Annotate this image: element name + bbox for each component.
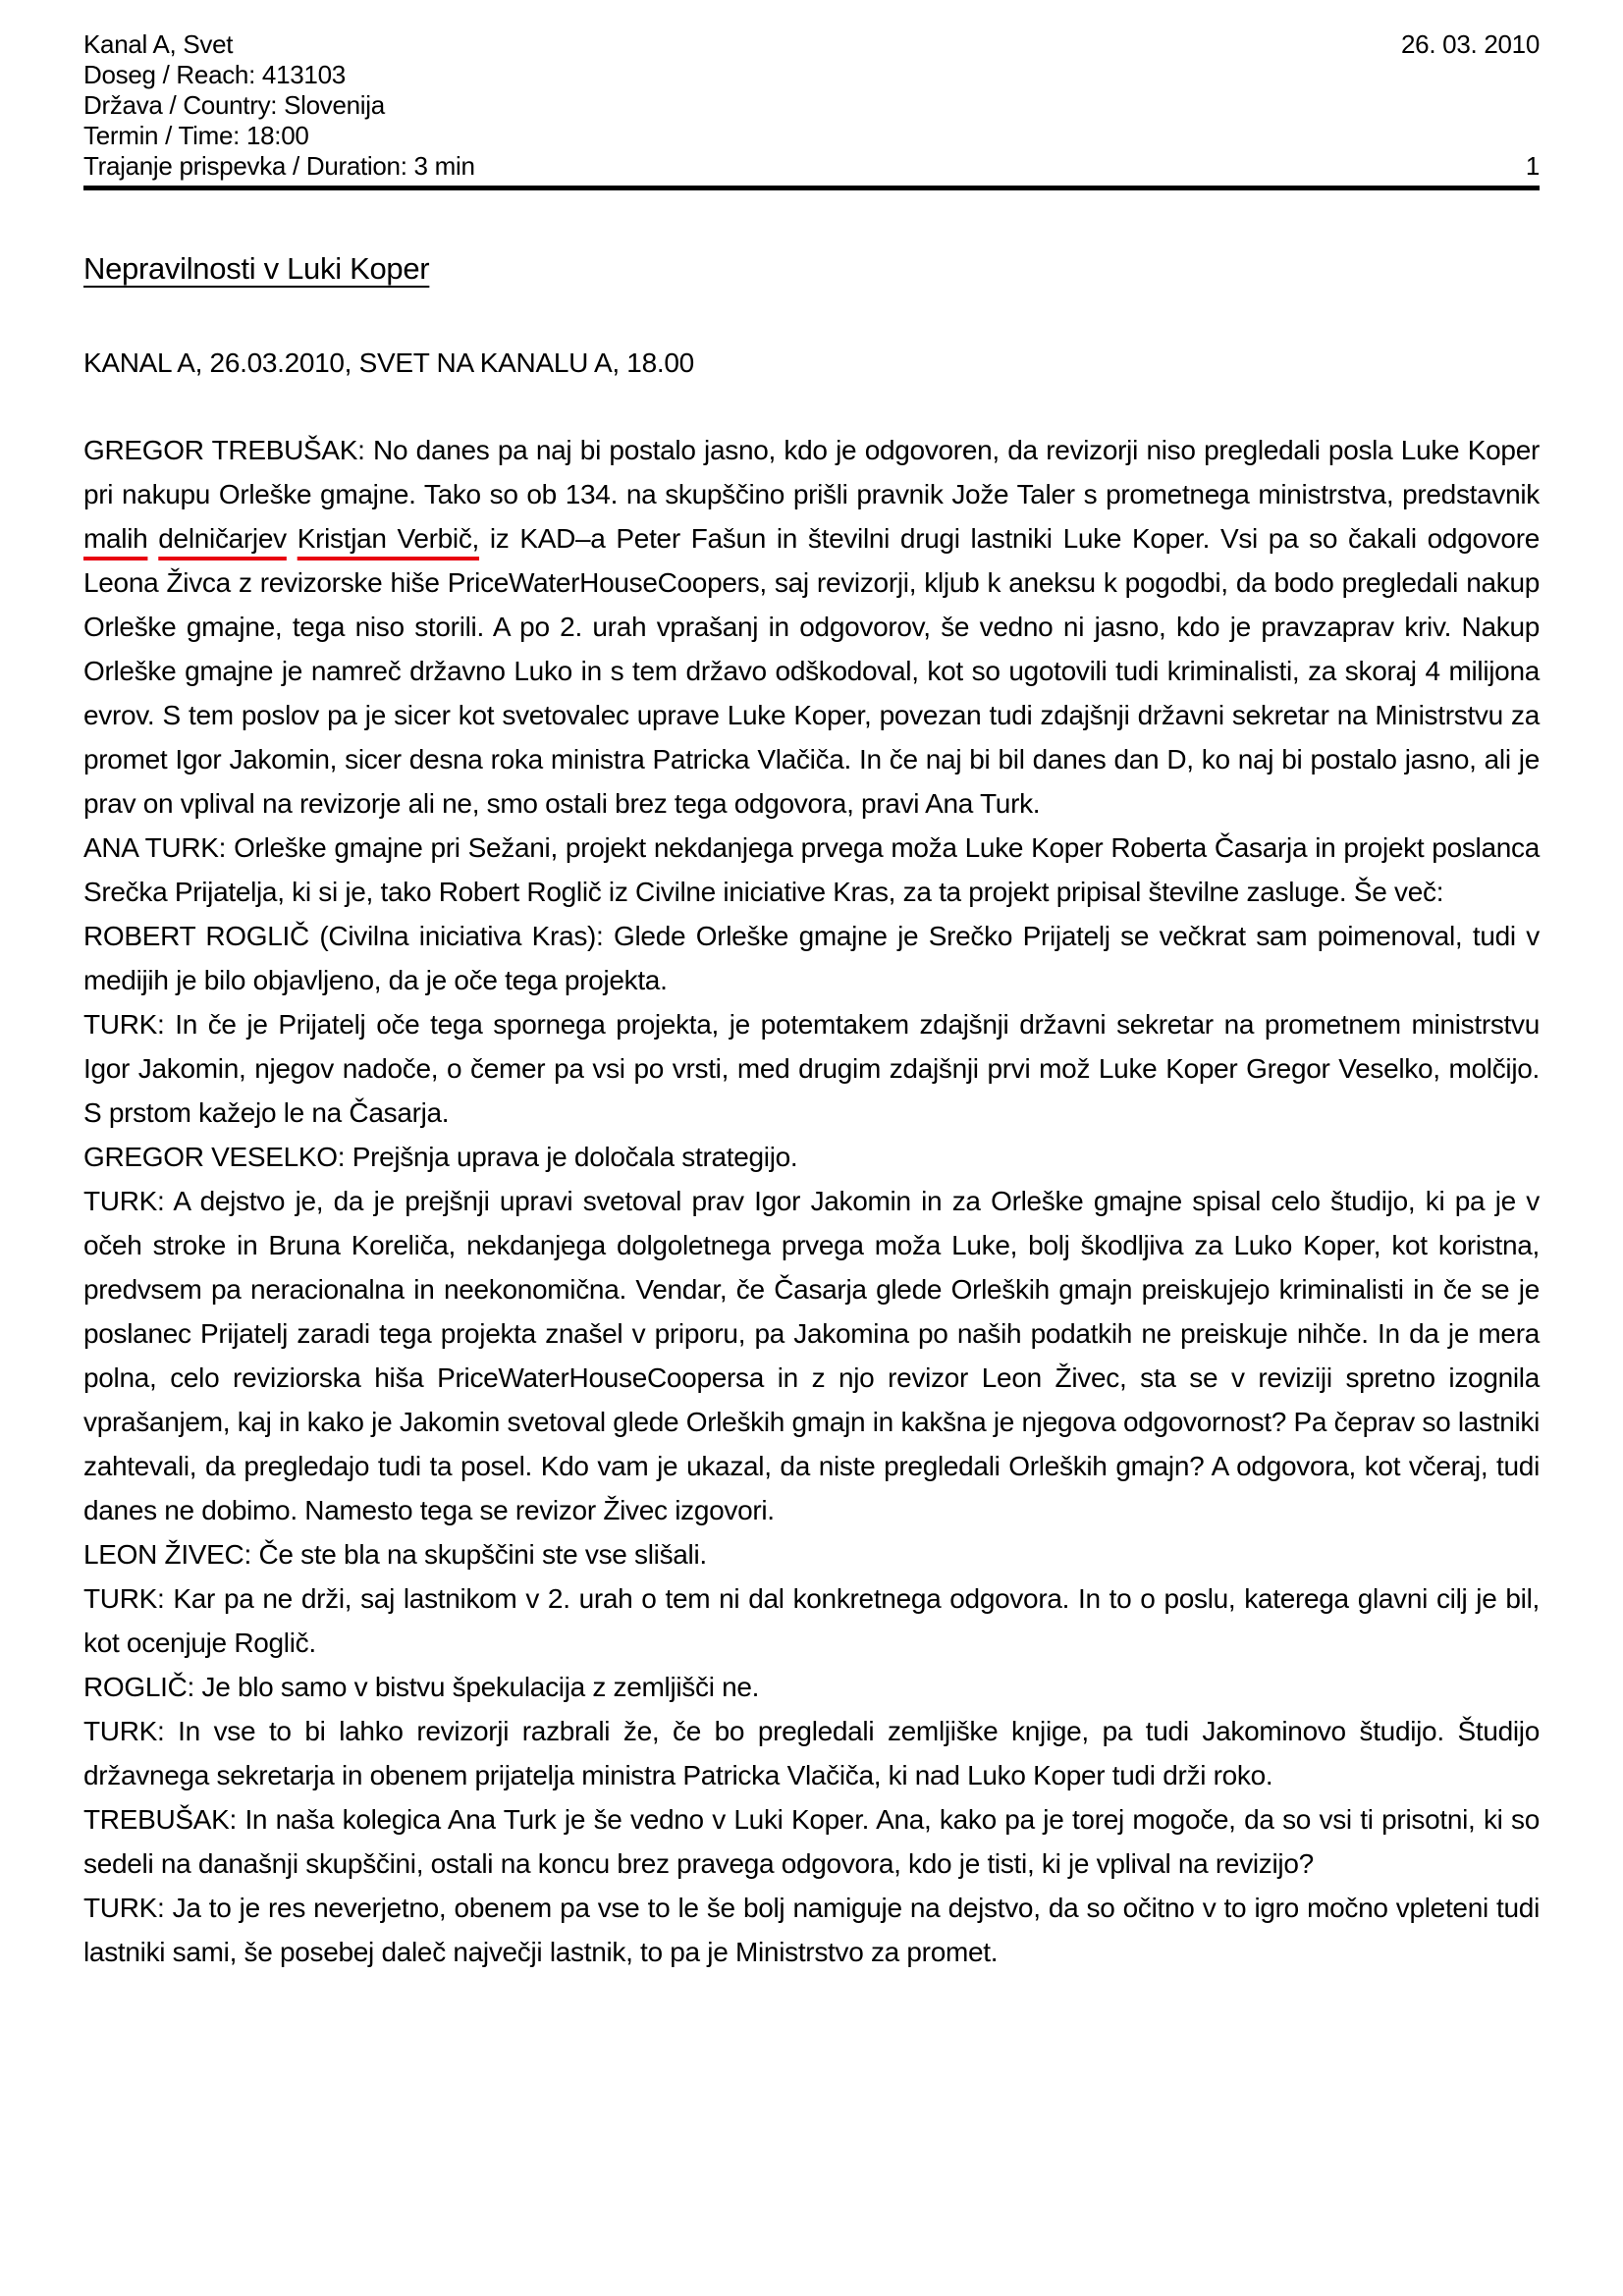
transcript-paragraph xyxy=(83,1709,1540,1797)
transcript-text: TURK: A dejstvo je, da je prejšnji upravi svetoval prav Igor Jakomin in za Orleške gmajne spisal celo študijo, ki pa je v očeh stroke in Bruna Koreliča, nekdanjega dolgoletnega prvega moža Luke, bolj škodljiva za Luko Koper, kot koristna, predvsem pa neracionalna in neekonomična. Vendar, če Časarja glede Orleških gmajn preiskujejo kriminalisti in če se je poslanec Prijatelj zaradi tega projekta znašel v priporu, pa Jakomina po naših podatkih ne preiskuje nihče. In da je mera polna, celo reviziorska hiša PriceWaterHouseCoopersa in z njo revizor Leon Živec, sta se v reviziji spretno izognila vprašanjem, kaj in kako je Jakomin svetoval glede Orleških gmajn in kakšna je njegova odgovornost? Pa čeprav so lastniki zahtevali, da pregledajo tudi ta posel. Kdo vam je ukazal, da niste pregledali Orleških gmajn? A odgovora, kot včeraj, tudi danes ne dobimo. Namesto tega se revizor Živec izgovori. xyxy=(83,1186,1541,1525)
transcript-paragraph xyxy=(83,1797,1540,1886)
transcript-paragraph xyxy=(83,914,1540,1002)
duration-value: Trajanje prispevka / Duration: 3 min xyxy=(83,151,475,181)
transcript-paragraph xyxy=(83,428,1540,826)
transcript-text: TREBUŠAK: In naša kolegica Ana Turk je še vedno v Luki Koper. Ana, kako pa je torej mogoče, da so vsi ti prisotni, ki so sedeli na današnji skupščini, ostali na koncu brez pravega odgovora, kdo je tisti, ki je vplival na revizijo? xyxy=(83,1804,1540,1879)
header-row-country xyxy=(83,90,1540,121)
transcript-paragraph xyxy=(83,1576,1540,1665)
transcript-text: GREGOR VESELKO: Prejšnja uprava je določala strategijo. xyxy=(83,1142,798,1172)
transcript-text: TURK: Ja to je res neverjetno, obenem pa vse to le še bolj namiguje na dejstvo, da so očitno v to igro močno vpleteni tudi lastniki sami, še posebej daleč največji lastnik, to pa je Ministrstvo za promet. xyxy=(83,1893,1540,1967)
transcript-paragraph xyxy=(83,826,1540,914)
transcript-text: TURK: In če je Prijatelj oče tega spornega projekta, je potemtakem zdajšnji državni sekretar na prometnem ministrstvu Igor Jakomin, njegov nadoče, o čemer pa vsi po vrsti, med drugim zdajšnji prvi mož Luke Koper Gregor Veselko, molčijo. S prstom kažejo le na Časarja. xyxy=(83,1009,1540,1128)
clipping-header xyxy=(83,29,1540,190)
transcript-paragraph xyxy=(83,1886,1540,1974)
country-value: Država / Country: Slovenija xyxy=(83,90,385,120)
transcript-text: ANA TURK: Orleške gmajne pri Sežani, projekt nekdanjega prvega moža Luke Koper Roberta Časarja in projekt poslanca Srečka Prijatelja, ki si je, tako Robert Roglič iz Civilne iniciative Kras, za ta projekt pripisal številne zasluge. Še več: xyxy=(83,832,1540,907)
header-row-reach xyxy=(83,60,1540,90)
channel-name: Kanal A, Svet xyxy=(83,29,234,59)
transcript-text xyxy=(147,523,158,554)
transcript-paragraph xyxy=(83,1532,1540,1576)
header-row-duration xyxy=(83,151,1540,182)
transcript-text xyxy=(287,523,298,554)
time-value: Termin / Time: 18:00 xyxy=(83,121,309,150)
misspelling-underlined-text: Kristjan Verbič, xyxy=(297,523,480,554)
transcript-text: TURK: Kar pa ne drži, saj lastnikom v 2. urah o tem ni dal konkretnega odgovora. In to o poslu, katerega glavni cilj je bil, kot ocenjuje Roglič. xyxy=(83,1583,1540,1658)
header-row-channel xyxy=(83,29,1540,60)
transcript-text: ROGLIČ: Je blo samo v bistvu špekulacija z zemljišči ne. xyxy=(83,1672,760,1702)
transcript-paragraph xyxy=(83,1665,1540,1709)
transcript-text: GREGOR TREBUŠAK: No danes pa naj bi postalo jasno, kdo je odgovoren, da revizorji niso pregledali posla Luke Koper pri nakupu Orleške gmajne. Tako so ob 134. na skupščino prišli pravnik Jože Taler s prometnega ministrstva, predstavnik xyxy=(83,435,1540,509)
transcript-paragraph xyxy=(83,1135,1540,1179)
transcript xyxy=(83,428,1540,1974)
source-line: KANAL A, 26.03.2010, SVET NA KANALU A, 18.00 xyxy=(83,347,694,378)
broadcast-date: 26. 03. 2010 xyxy=(1401,29,1540,59)
misspelling-underlined-text: malih xyxy=(83,523,148,554)
transcript-paragraph xyxy=(83,1179,1540,1532)
transcript-text: TURK: In vse to bi lahko revizorji razbrali že, če bo pregledali zemljiške knjige, pa tudi Jakominovo študijo. Študijo državnega sekretarja in obenem prijatelja ministra Patricka Vlačiča, ki nad Luko Koper tudi drži roko. xyxy=(83,1716,1540,1790)
reach-value: Doseg / Reach: 413103 xyxy=(83,60,346,89)
page-number: 1 xyxy=(1525,151,1540,181)
transcript-paragraph xyxy=(83,1002,1540,1135)
misspelling-underlined-text: delničarjev xyxy=(158,523,287,554)
header-row-time xyxy=(83,121,1540,151)
transcript-text: LEON ŽIVEC: Če ste bla na skupščini ste vse slišali. xyxy=(83,1539,707,1570)
article-title: Nepravilnosti v Luki Koper xyxy=(83,251,430,286)
transcript-text: iz KAD–a Peter Fašun in številni drugi lastniki Luke Koper. Vsi pa so čakali odgovore Leona Živca z revizorske hiše PriceWaterHouseCoopers, saj revizorji, kljub k aneksu k pogodbi, da bodo pregledali nakup Orleške gmajne, tega niso storili. A po 2. urah vprašanj in odgovorov, še vedno ni jasno, kdo je pravzaprav kriv. Nakup Orleške gmajne je namreč državno Luko in s tem državo odškodoval, kot so ugotovili tudi kriminalisti, za skoraj 4 milijona evrov. S tem poslov pa je sicer kot svetovalec uprave Luke Koper, povezan tudi zdajšnji državni sekretar na Ministrstvu za promet Igor Jakomin, sicer desna roka ministra Patricka Vlačiča. In če naj bi bil danes dan D, ko naj bi postalo jasno, ali je prav on vplival na revizorje ali ne, smo ostali brez tega odgovora, pravi Ana Turk. xyxy=(83,523,1541,819)
transcript-text: ROBERT ROGLIČ (Civilna iniciativa Kras): Glede Orleške gmajne je Srečko Prijatelj se večkrat sam poimenoval, tudi v medijih je bilo objavljeno, da je oče tega projekta. xyxy=(83,921,1540,995)
